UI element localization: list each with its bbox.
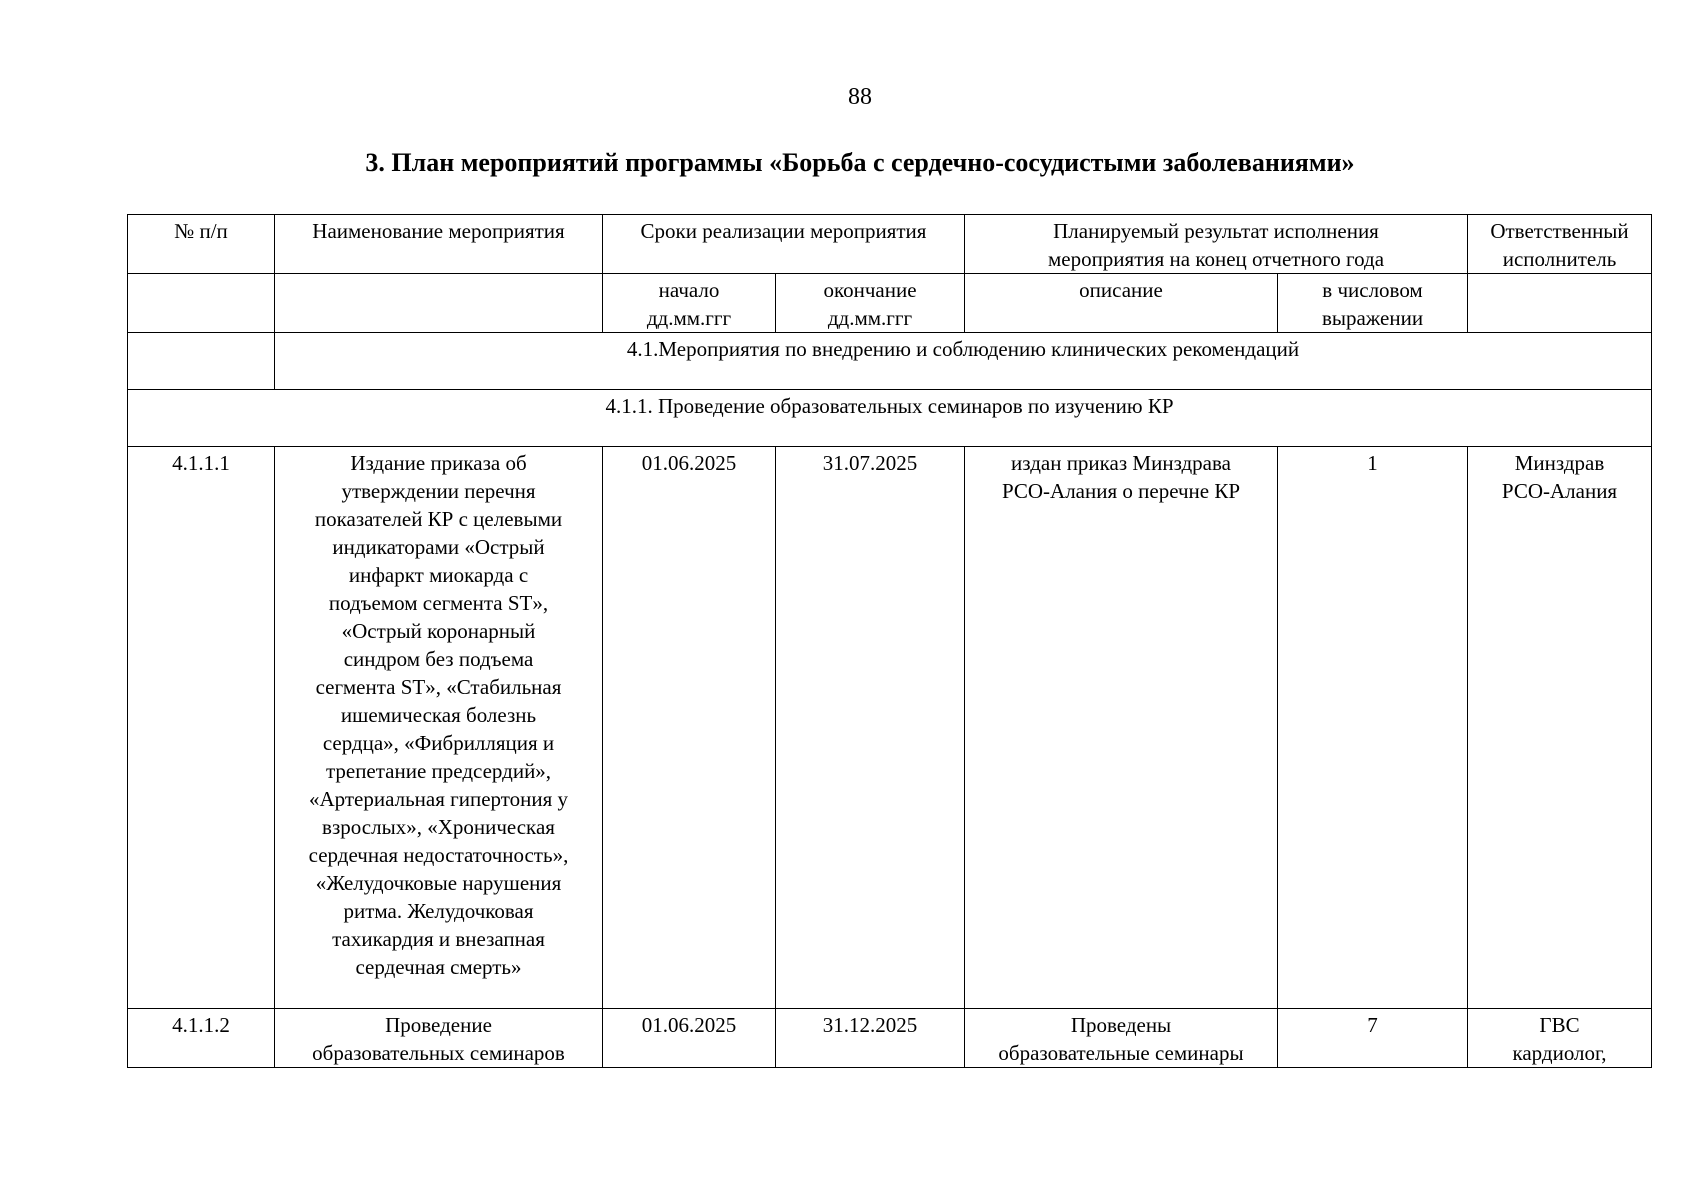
- section-row: [128, 333, 1652, 390]
- header-num: № п/п: [128, 215, 275, 274]
- header-row-sub: [128, 274, 1652, 333]
- table-row: [128, 1009, 1652, 1068]
- header-terms: Сроки реализации мероприятия: [603, 215, 965, 274]
- header-row-main: [128, 215, 1652, 274]
- section-title: 4.1.Мероприятия по внедрению и соблюдению клинических рекомендаций: [275, 333, 1652, 390]
- header-name-empty: [275, 274, 603, 333]
- row-num: 4.1.1.2: [128, 1009, 275, 1068]
- row-start-date: 01.06.2025: [603, 1009, 776, 1068]
- section-num-empty: [128, 333, 275, 390]
- header-start: начало дд.мм.ггг: [603, 274, 776, 333]
- header-end: окончание дд.мм.ггг: [776, 274, 965, 333]
- row-end-date: 31.07.2025: [776, 447, 965, 1009]
- row-start-date: 01.06.2025: [603, 447, 776, 1009]
- row-name: Издание приказа об утверждении перечня показателей КР с целевыми индикаторами «Острый инфаркт миокарда с подъемом сегмента ST», «Острый коронарный синдром без подъема сегмента ST», «Стабильная ишемическая болезнь сердца», «Фибрилляция и трепетание предсердий», «Артериальная гипертония у взрослых», «Хроническая сердечная недостаточность», «Желудочковые нарушения ритма. Желудочковая тахикардия и внезапная сердечная смерть»: [275, 447, 603, 1009]
- subsection-title: 4.1.1. Проведение образовательных семинаров по изучению КР: [128, 390, 1652, 447]
- row-end-date: 31.12.2025: [776, 1009, 965, 1068]
- row-num: 4.1.1.1: [128, 447, 275, 1009]
- row-responsible: Минздрав РСО-Алания: [1468, 447, 1652, 1009]
- header-result: Планируемый результат исполнения мероприятия на конец отчетного года: [965, 215, 1468, 274]
- row-numeric: 1: [1278, 447, 1468, 1009]
- header-responsible: Ответственный исполнитель: [1468, 215, 1652, 274]
- table-row: [128, 447, 1652, 1009]
- header-responsible-empty: [1468, 274, 1652, 333]
- row-description: Проведены образовательные семинары: [965, 1009, 1278, 1068]
- subsection-row: [128, 390, 1652, 447]
- header-num-empty: [128, 274, 275, 333]
- header-description: описание: [965, 274, 1278, 333]
- row-name: Проведение образовательных семинаров: [275, 1009, 603, 1068]
- document-title: 3. План мероприятий программы «Борьба с сердечно-сосудистыми заболеваниями»: [365, 148, 1355, 177]
- row-description: издан приказ Минздрава РСО-Алания о перечне КР: [965, 447, 1278, 1009]
- row-numeric: 7: [1278, 1009, 1468, 1068]
- row-responsible: ГВС кардиолог,: [1468, 1009, 1652, 1068]
- events-plan-table: [127, 214, 1652, 1068]
- header-numeric: в числовом выражении: [1278, 274, 1468, 333]
- page-number: 88: [848, 84, 872, 110]
- header-name: Наименование мероприятия: [275, 215, 603, 274]
